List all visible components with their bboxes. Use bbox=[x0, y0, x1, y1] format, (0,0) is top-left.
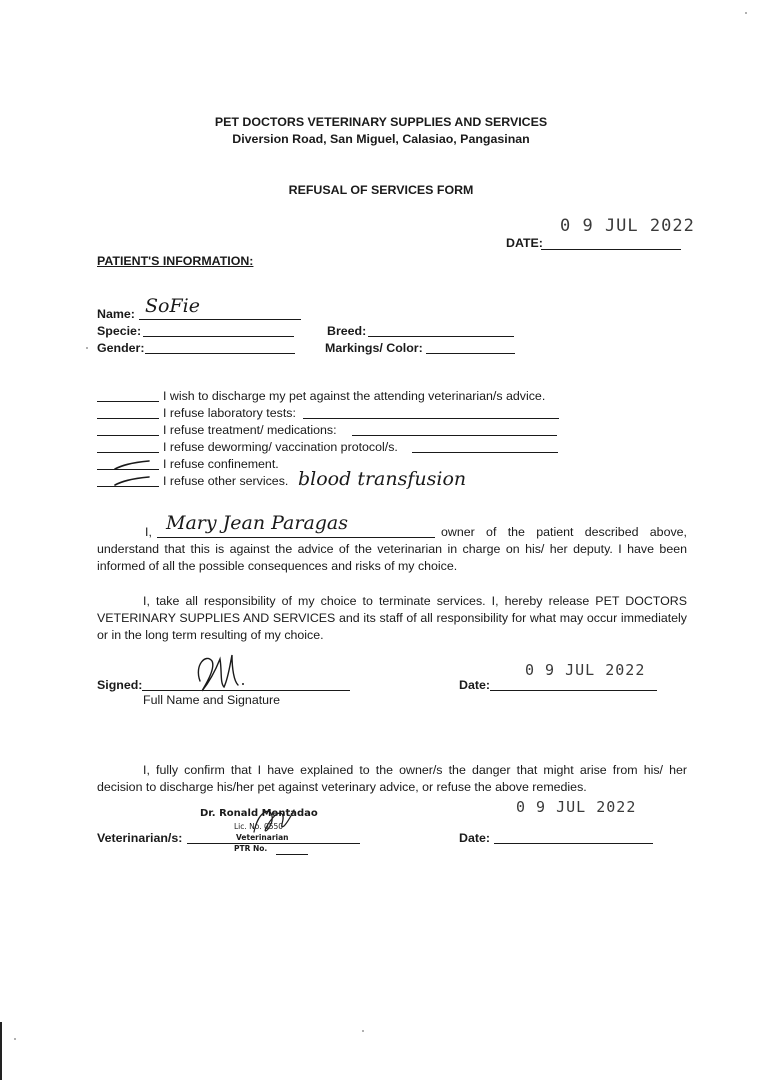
signed-date-stamp: 0 9 JUL 2022 bbox=[525, 661, 646, 679]
vet-stamp bbox=[200, 806, 370, 856]
company-name: PET DOCTORS VETERINARY SUPPLIES AND SERVICES bbox=[214, 115, 548, 129]
vet-stamp-ptr: PTR No. bbox=[234, 844, 268, 853]
markings-label: Markings/ Color: bbox=[325, 341, 423, 355]
scan-speck bbox=[362, 1030, 364, 1032]
vet-stamp-ptr-line bbox=[276, 854, 308, 855]
vet-stamp-license: Lic. No. 0550 bbox=[234, 822, 284, 831]
option-text: I refuse laboratory tests: bbox=[163, 406, 296, 420]
laboratory-detail-line[interactable] bbox=[303, 418, 559, 419]
vet-stamp-title: Veterinarian bbox=[236, 833, 289, 842]
option-blank[interactable] bbox=[97, 452, 159, 453]
statement-line1: owner of the patient described above, bbox=[441, 525, 687, 539]
markings-line[interactable] bbox=[426, 353, 515, 354]
scan-speck bbox=[745, 12, 747, 14]
breed-label: Breed: bbox=[327, 324, 367, 338]
name-line[interactable] bbox=[139, 319, 301, 320]
treatment-detail-line[interactable] bbox=[352, 435, 557, 436]
vet-signature-icon bbox=[248, 802, 298, 842]
patient-section-label: PATIENT'S INFORMATION: bbox=[97, 254, 254, 268]
vet-stamp-name: Dr. Ronald Mentadao bbox=[200, 808, 318, 819]
owner-name-line[interactable] bbox=[157, 537, 435, 538]
specie-line[interactable] bbox=[143, 336, 294, 337]
option-blank[interactable] bbox=[97, 401, 159, 402]
vet-date-stamp: 0 9 JUL 2022 bbox=[516, 798, 637, 816]
check-mark-icon bbox=[112, 474, 152, 488]
option-text: I refuse other services. bbox=[163, 474, 289, 488]
deworming-detail-line[interactable] bbox=[412, 452, 558, 453]
veterinarian-label: Veterinarian/s: bbox=[97, 831, 183, 845]
owner-signature-icon bbox=[186, 651, 246, 695]
gender-label: Gender: bbox=[97, 341, 145, 355]
vet-date-line[interactable] bbox=[494, 843, 653, 844]
confirm-paragraph: I, fully confirm that I have explained to the owner/s the danger that might arise from his/ her decision to discharge his/her pet against veterinary advice, or refuse the above remedies. bbox=[97, 763, 687, 794]
specie-label: Specie: bbox=[97, 324, 142, 338]
top-date-label: DATE: bbox=[506, 236, 543, 250]
option-text: I refuse treatment/ medications: bbox=[163, 423, 337, 437]
company-address: Diversion Road, San Miguel, Calasiao, Pangasinan bbox=[232, 132, 530, 146]
option-text: I wish to discharge my pet against the attending veterinarian/s advice. bbox=[163, 389, 546, 403]
owner-name-handwritten: Mary Jean Paragas bbox=[166, 512, 349, 534]
statement-prefix: I, bbox=[145, 525, 152, 539]
check-mark-icon bbox=[112, 458, 152, 472]
scan-edge bbox=[0, 1022, 2, 1080]
signed-date-label: Date: bbox=[459, 678, 490, 692]
scan-speck bbox=[86, 347, 88, 349]
statement-line2: understand that this is against the advice of the veterinarian in charge on his/ her deputy. I have been bbox=[97, 542, 687, 556]
form-title: REFUSAL OF SERVICES FORM bbox=[288, 183, 474, 197]
signed-label: Signed: bbox=[97, 678, 143, 692]
vet-date-label: Date: bbox=[459, 831, 490, 845]
statement-line3: informed of all the possible consequences and risks of my choice. bbox=[97, 559, 458, 573]
signed-date-line[interactable] bbox=[490, 690, 657, 691]
gender-line[interactable] bbox=[145, 353, 295, 354]
veterinarian-line[interactable] bbox=[187, 843, 360, 844]
name-label: Name: bbox=[97, 307, 135, 321]
top-date-stamp: 0 9 JUL 2022 bbox=[560, 216, 695, 236]
scan-speck bbox=[14, 1038, 16, 1040]
breed-line[interactable] bbox=[368, 336, 514, 337]
option-text: I refuse confinement. bbox=[163, 457, 279, 471]
signed-line[interactable] bbox=[142, 690, 350, 691]
signed-caption: Full Name and Signature bbox=[143, 693, 281, 707]
patient-name-handwritten: SoFie bbox=[145, 295, 200, 317]
other-services-handwritten: blood transfusion bbox=[298, 468, 467, 490]
top-date-line[interactable] bbox=[541, 249, 681, 250]
option-text: I refuse deworming/ vaccination protocol/s. bbox=[163, 440, 398, 454]
option-blank[interactable] bbox=[97, 435, 159, 436]
option-blank[interactable] bbox=[97, 418, 159, 419]
release-paragraph: I, take all responsibility of my choice to terminate services. I, hereby release PET DOCTORS VETERINARY SUPPLIES AND SERVICES and its staff of all responsibility for what may occur immediately or in the long term resulting of my choice. bbox=[97, 594, 687, 642]
